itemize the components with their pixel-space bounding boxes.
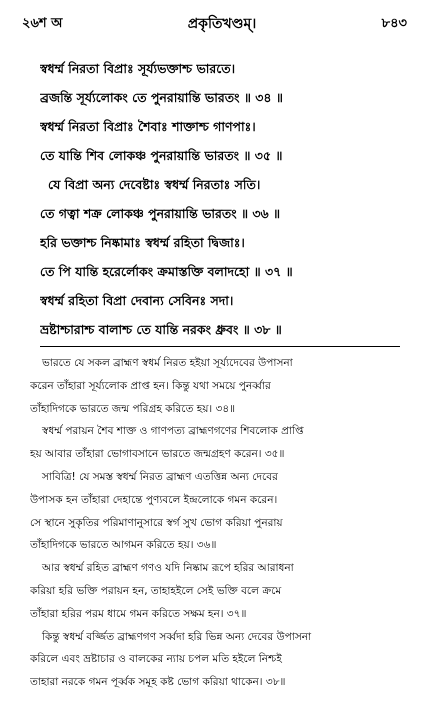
verse-line: স্বধর্ম্ম নিরতা বিপ্রাঃ সূর্য্যভক্তাশ্চ ভারতে। xyxy=(40,61,236,76)
commentary-line: তাঁহারা হরির পরম ধামে গমন করিতে সক্ষম হন। ৩৭॥ xyxy=(30,607,247,620)
verse-line: ভ্রষ্টাশ্চারাশ্চ বালাশ্চ তে যান্তি নরকং ধ্রুবং ॥ ৩৮ ॥ xyxy=(40,322,282,337)
commentary-line: সাবিত্রি! যে সমস্ত স্বধর্ম্ম নিরত ব্রাহ্মণ এতত্তিন্ন অন্য দেবের xyxy=(42,470,278,483)
commentary-line: ভারতে যে সকল ব্রাহ্মণ স্বধর্ম নিরত হইয়া সূর্য্যদেবের উপাসনা xyxy=(42,357,293,369)
verse-line: যে বিপ্রা অন্য দেবেষ্টাঃ স্বধর্ম্ম নিরতাঃ সতি। xyxy=(48,177,261,192)
book-title: প্রকৃতিখণ্ডম্। xyxy=(187,16,257,32)
commentary-line: সে স্থানে সুকৃতির পরিমাণানুসারে স্বর্গ সুখ ভোগ করিয়া পুনরায় xyxy=(30,516,283,529)
verse-line: স্বধর্ম্ম রহিতা বিপ্রা দেবান্য সেবিনঃ সদা। xyxy=(40,293,234,308)
commentary-line: তাহারা নরকে গমন পূর্ব্বক সমূহ কষ্ট ভোগ করিয়া থাকেন। ৩৮॥ xyxy=(30,676,286,689)
commentary-line: তাঁহাদিগকে ভারতে আগমন করিতে হয়। ৩৬॥ xyxy=(30,539,217,552)
verse-line: ব্রজন্তি সূর্য্যলোকং তে পুনরায়ান্তি ভারতং ॥ ৩৪ ॥ xyxy=(40,90,283,105)
verse-line: তে যান্তি শিব লোকঞ্চ পুনরায়ান্তি ভারতং ॥ ৩৫ ॥ xyxy=(40,148,283,163)
sanskrit-verses xyxy=(40,54,410,344)
commentary-line: করিলে এবং ভ্রষ্টাচার ও বালকের ন্যায় চপল মতি হইলে নিশ্চই xyxy=(30,653,282,666)
commentary-line: স্বধর্ম্ম পরায়ন শৈব শাক্ত ও গাণপত্য ব্রাহ্মণগণের শিবলোক প্রাপ্তি xyxy=(42,425,304,438)
commentary-line: তাঁহাদিগকে ভারতে জন্ম পরিগ্রহ করিতে হয়। ৩৪॥ xyxy=(30,402,236,415)
verse-line: স্বধর্ম্ম নিরতা বিপ্রাঃ শৈবাঃ শাক্তাশ্চ গাণপাঃ। xyxy=(40,119,256,134)
section-divider xyxy=(40,346,400,347)
commentary-line: করিয়া হরি ভক্তি পরায়ন হন, তাহাহইলে সেই ভক্তি বলে ক্রমে xyxy=(30,584,282,597)
verse-line: তে পি যান্তি হরের্লোকং ক্রমাস্তক্তি বলাদহো ॥ ৩৭ ॥ xyxy=(40,264,293,279)
commentary-line: আর স্বধর্ম্ম রহিত ব্রাহ্মণ গণও যদি নিষ্কাম রূপে হরির আরাধনা xyxy=(42,562,294,575)
bengali-commentary xyxy=(30,352,420,694)
verse-line: হরি ভক্তাশ্চ নিষ্কামাঃ স্বধর্ম্ম রহিতা দ্বিজাঃ। xyxy=(40,235,245,250)
page-header xyxy=(22,12,407,36)
chapter-label: ২৬শ অ xyxy=(22,15,63,31)
verse-line: তে গত্বা শক্র লোকঞ্চ পুনরায়ান্তি ভারতং ॥ ৩৬ ॥ xyxy=(40,206,281,221)
commentary-line: উপাসক হন তাঁহারা দেহান্তে পুণ্যবলে ইন্দ্রলোকে গমন করেন। xyxy=(30,493,278,506)
commentary-line: হয় আবার তাঁহারা ভোগাবসানে ভারতে জন্মগ্রহণ করেন। ৩৫॥ xyxy=(30,448,285,461)
page-number: ৮৪৩ xyxy=(381,15,407,31)
commentary-line: করেন তাঁহারা সূর্য্যলোক প্রাপ্ত হন। কিন্তু যথা সময়ে পুনর্ব্বার xyxy=(30,379,271,392)
commentary-line: কিন্তু স্বধর্ম্ম বর্জ্জিত ব্রাহ্মণগণ সর্ব্বদা হরি ভিন্ন অন্য দেবের উপাসনা xyxy=(42,630,312,643)
